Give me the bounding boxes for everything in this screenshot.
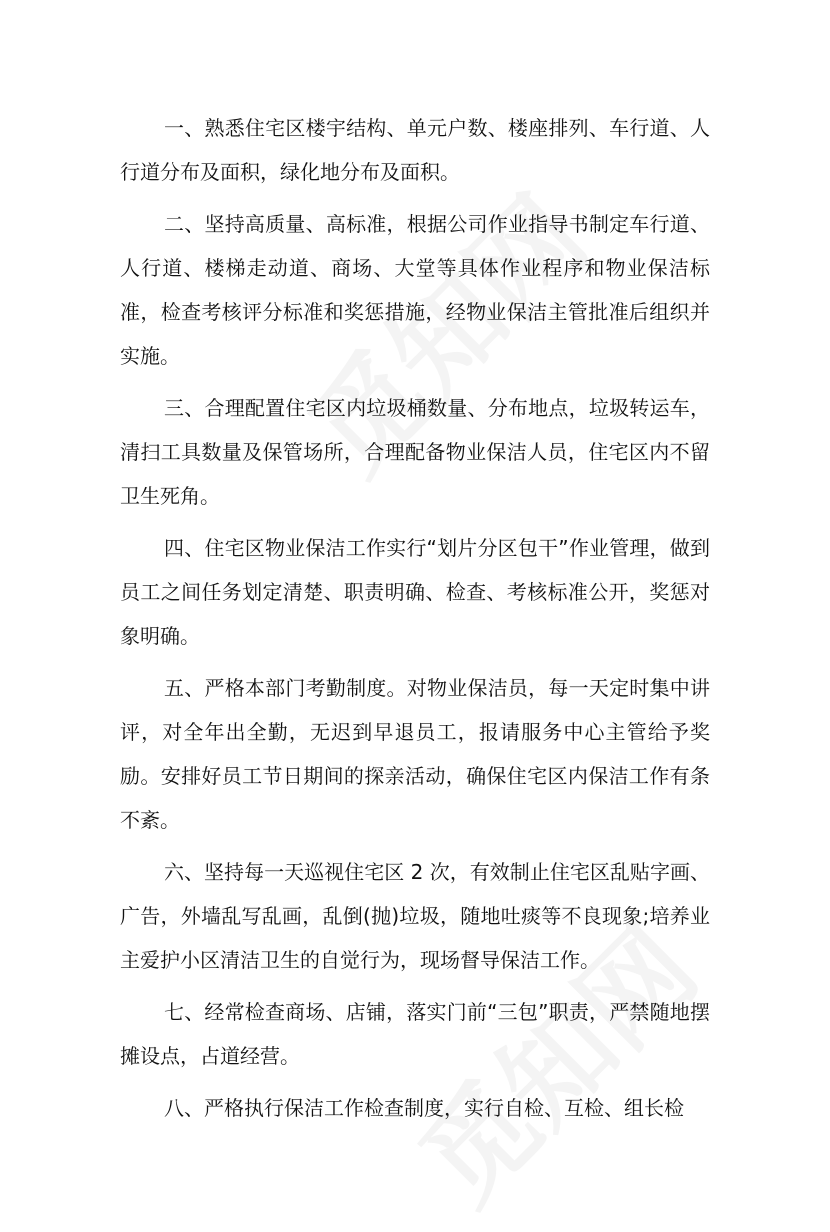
paragraph-5: 五、严格本部门考勤制度。对物业保洁员，每一天定时集中讲评，对全年出全勤，无迟到早退员工，报请服务中心主管给予奖励。安排好员工节日期间的探亲活动，确保住宅区内保洁工作有条不紊。	[120, 676, 710, 832]
paragraph-3: 三、合理配置住宅区内垃圾桶数量、分布地点，垃圾转运车，清扫工具数量及保管场所，合理配备物业保洁人员，住宅区内不留卫生死角。	[120, 396, 710, 508]
paragraph-2: 二、坚持高质量、高标准，根据公司作业指导书制定车行道、人行道、楼梯走动道、商场、大堂等具体作业程序和物业保洁标准，检查考核评分标准和奖惩措施，经物业保洁主管批准后组织并实施。	[120, 212, 710, 368]
document-body	[120, 106, 710, 1138]
paragraph-8: 八、严格执行保洁工作检查制度，实行自检、互检、组长检	[164, 1096, 684, 1120]
paragraph-1: 一、熟悉住宅区楼宇结构、单元户数、楼座排列、车行道、人行道分布及面积，绿化地分布及面积。	[120, 116, 710, 184]
paragraph-7: 七、经常检查商场、店铺，落实门前“三包”职责，严禁随地摆摊设点，占道经营。	[120, 1000, 710, 1068]
paragraph-4: 四、住宅区物业保洁工作实行“划片分区包干”作业管理，做到员工之间任务划定清楚、职责明确、检查、考核标准公开，奖惩对象明确。	[120, 536, 710, 648]
paragraph-6: 六、坚持每一天巡视住宅区 2 次，有效制止住宅区乱贴字画、广告，外墙乱写乱画，乱倒(抛)垃圾，随地吐痰等不良现象;培养业主爱护小区清洁卫生的自觉行为，现场督导保洁工作。	[120, 860, 710, 972]
